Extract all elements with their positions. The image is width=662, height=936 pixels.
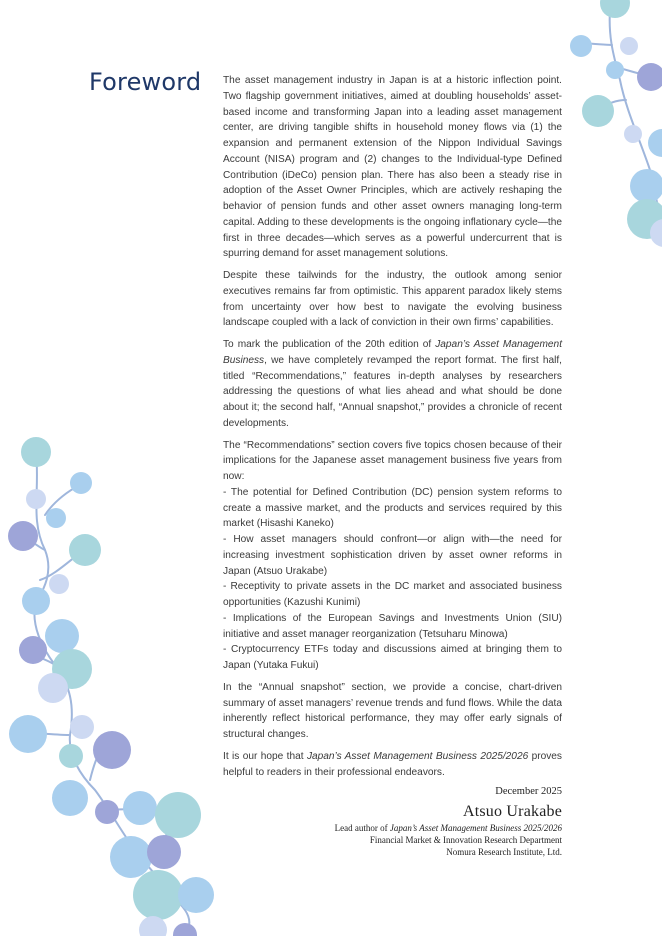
decorative-circle bbox=[38, 673, 68, 703]
decorative-circle bbox=[93, 731, 131, 769]
report-title: Japan’s Asset Management Business bbox=[223, 339, 563, 366]
foreword-body bbox=[223, 73, 562, 786]
decorative-circle bbox=[22, 587, 50, 615]
decorative-circle bbox=[26, 489, 46, 509]
decorative-circle bbox=[69, 534, 101, 566]
paragraph-outlook: Despite these tailwinds for the industry, the outlook among senior executives remains far from optimistic. This apparent paradox likely stems from uncertainty over how best to navigate the evolving business landscape coupled with a lack of conviction in their own firms’ capabilities. bbox=[223, 270, 562, 329]
decorative-circle bbox=[123, 791, 157, 825]
decorative-circle bbox=[648, 129, 662, 157]
paragraph-closing bbox=[223, 749, 562, 781]
decorative-circle bbox=[147, 835, 181, 869]
decorative-circle bbox=[173, 923, 197, 936]
decorative-circle bbox=[133, 870, 183, 920]
topic-item: - Cryptocurrency ETFs today and discussions aimed at bringing them to Japan (Yutaka Fukui) bbox=[223, 644, 562, 671]
paragraph-snapshot: In the “Annual snapshot” section, we provide a concise, chart-driven summary of asset managers’ revenue trends and fund flows. While the data inherently reflect historical performance, they may offer early signals of structural changes. bbox=[223, 681, 562, 740]
signature-role-prefix: Lead author of bbox=[334, 823, 390, 833]
decorative-circle bbox=[110, 836, 152, 878]
signature-institute: Nomura Research Institute, Ltd. bbox=[446, 847, 562, 857]
decorative-circle bbox=[620, 37, 638, 55]
decorative-circle bbox=[21, 437, 51, 467]
decorative-circle bbox=[178, 877, 214, 913]
topic-item: - How asset managers should confront—or align with—the need for increasing investment sophistication driven by asset owner reforms in Japan (Atsuo Urakabe) bbox=[223, 534, 562, 577]
decorative-circle bbox=[637, 63, 662, 91]
signature-name: Atsuo Urakabe bbox=[462, 803, 562, 820]
decorative-circle bbox=[70, 472, 92, 494]
paragraph-closing-rest: proves helpful to readers in their professional endeavors. bbox=[223, 750, 562, 778]
decorative-circle bbox=[9, 715, 47, 753]
decorative-circle bbox=[600, 0, 630, 18]
paragraph-intro: The asset management industry in Japan is at a historic inflection point. Two flagship government initiatives, aimed at doubling households’ asset-based income and transforming Japan into a leading asset management center, are driving tangible shifts in household money flows via (1) the expansion and permanent extension of the Nippon Individual Savings Account (NISA) program and (2) changes to the Individual-type Defined Contribution (iDeCo) pension plan. There has also been a steady rise in adoption of the Asset Owner Principles, which are actively reshaping the behavior of pension funds and other asset owners managing long-term capital. Adding to these developments is the ongoing inflationary cycle—the first in three decades—which serves as a powerful undercurrent that is spurring demand for asset management solutions. bbox=[223, 75, 562, 260]
paragraph-topics-intro: The “Recommendations” section covers five topics chosen because of their implications for the Japanese asset management business five years from now: bbox=[223, 439, 562, 482]
decorative-circle bbox=[155, 792, 201, 838]
decorative-circle bbox=[59, 744, 83, 768]
signature-report-title: Japan’s Asset Management Business 2025/2026 bbox=[389, 823, 562, 833]
page-title: Foreword bbox=[89, 68, 202, 96]
decorative-branch-bottom-left bbox=[0, 430, 220, 936]
decorative-circle bbox=[606, 61, 624, 79]
decorative-branch-top-right bbox=[560, 0, 662, 250]
decorative-circle bbox=[630, 169, 662, 203]
paragraph-format bbox=[223, 337, 562, 432]
decorative-circle bbox=[46, 508, 66, 528]
paragraph-format-lead: To mark the publication of the 20th edition of bbox=[223, 339, 436, 350]
report-title: Japan’s Asset Management Business 2025/2026 bbox=[306, 750, 529, 762]
topic-item: - Implications of the European Savings and Investments Union (SIU) initiative and asset manager reorganization (Tetsuharu Minowa) bbox=[223, 612, 562, 640]
paragraph-closing-lead: It is our hope that bbox=[223, 750, 307, 762]
decorative-circle bbox=[45, 619, 79, 653]
signature-department: Financial Market & Innovation Research Department bbox=[369, 835, 562, 845]
decorative-circle bbox=[8, 521, 38, 551]
decorative-circle bbox=[624, 125, 642, 143]
decorative-circle bbox=[49, 574, 69, 594]
topic-item: - Receptivity to private assets in the DC market and associated business opportunities (Kazushi Kunimi) bbox=[223, 581, 562, 608]
signature-date: December 2025 bbox=[495, 786, 562, 797]
signature-role bbox=[223, 823, 562, 833]
decorative-circle bbox=[70, 715, 94, 739]
decorative-circle bbox=[19, 636, 47, 664]
decorative-circle bbox=[582, 95, 614, 127]
paragraph-format-rest: , we have completely revamped the report format. The first half, titled “Recommendations,” features in-depth analyses by researchers addressing the questions of what lies ahead and what should be done about it; the second half, “Annual snapshot,” provides a chronicle of recent developments. bbox=[223, 354, 562, 429]
decorative-circle bbox=[570, 35, 592, 57]
topic-item: - The potential for Defined Contribution (DC) pension system reforms to create a massive market, and the products and services required by this market (Hisashi Kaneko) bbox=[223, 486, 562, 530]
decorative-circle bbox=[95, 800, 119, 824]
decorative-circle bbox=[52, 780, 88, 816]
